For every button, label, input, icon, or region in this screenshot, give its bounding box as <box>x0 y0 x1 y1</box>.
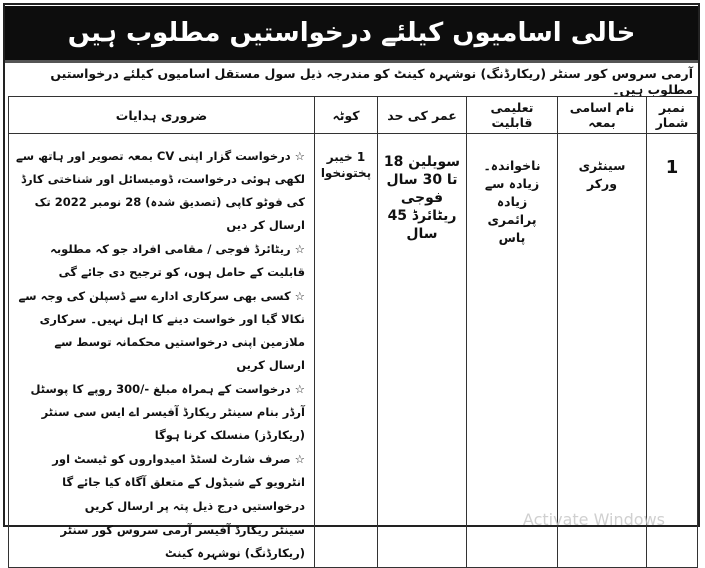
cell-instructions <box>9 134 315 568</box>
header-quota: کوٹہ <box>315 97 378 134</box>
vacancy-table <box>8 96 698 568</box>
header-age: عمر کی حد <box>378 97 467 134</box>
quota-value: 1 خیبر پختونخوا <box>320 150 372 180</box>
table-header-row <box>9 97 698 134</box>
instruction-item: سینٹر ریکارڈ آفیسر آرمی سروس کور سنٹر (ریکارڈنگ) نوشہرہ کینٹ <box>60 523 305 560</box>
table-row <box>9 134 698 568</box>
instruction-item: ☆ درخواست گزار اپنی CV بمعہ تصویر اور ہاتھ سے لکھی ہوئی درخواست، ڈومیسائل اور شناختی کارڈ کی فوٹو کاپی (تصدیق شدہ) 28 نومبر 2022 تک ارسال کر دیں <box>16 149 305 232</box>
instruction-item: ☆ صرف شارٹ لسٹڈ امیدواروں کو ٹیسٹ اور انٹرویو کے شیڈول کے متعلق آگاہ کیا جائے گا <box>52 452 305 489</box>
age-value: سویلین 18 تا 30 سال فوجی ریٹائرڈ 45 سال <box>383 154 461 242</box>
activate-windows-watermark: Activate Windows <box>522 510 665 529</box>
header-qualification: تعلیمی قابلیت <box>467 97 558 134</box>
cell-qualification <box>467 134 558 568</box>
ad-banner-title: خالی اسامیوں کیلئے درخواستیں مطلوب ہیں <box>5 6 698 63</box>
header-instructions: ضروری ہدایات <box>9 97 315 134</box>
cell-serial <box>647 134 698 568</box>
instruction-item: ☆ ریٹائرڈ فوجی / مقامی افراد جو کہ مطلوبہ قابلیت کے حامل ہوں، کو ترجیح دی جائے گی <box>50 242 305 279</box>
serial-value: 1 <box>665 157 679 178</box>
cell-post <box>558 134 647 568</box>
instruction-item: ☆ کسی بھی سرکاری ادارے سے ڈسپلن کی وجہ سے نکالا گیا اور خواست دینے کا اہل نہیں۔ سرکاری ملازمین اپنی درخواستیں محکمانہ توسط سے ارسال کریں <box>18 289 305 372</box>
post-value: سینٹری ورکر <box>578 158 626 191</box>
header-post: نام اسامی بمعہ <box>558 97 647 134</box>
instruction-item: ☆ درخواست کے ہمراہ مبلغ -/300 روپے کا پوسٹل آرڈر بنام سینٹر ریکارڈ آفیسر اے ایس سی سنٹر (ریکارڈز) منسلک کرنا ہوگا <box>30 382 305 442</box>
cell-quota <box>315 134 378 568</box>
header-serial: نمبر شمار <box>647 97 698 134</box>
cell-age <box>378 134 467 568</box>
instructions-list <box>10 135 313 565</box>
qualification-value: ناخواندہ۔ زیادہ سے زیادہ پرائمری پاس <box>483 158 541 245</box>
intro-text: آرمی سروس کور سنٹر (ریکارڈنگ) نوشہرہ کینٹ کو مندرجہ ذیل سول مستقل اسامیوں کیلئے درخواستیں مطلوب ہیں۔ <box>50 66 693 97</box>
instruction-item: درخواستیں درج ذیل پتہ پر ارسال کریں <box>84 499 305 513</box>
